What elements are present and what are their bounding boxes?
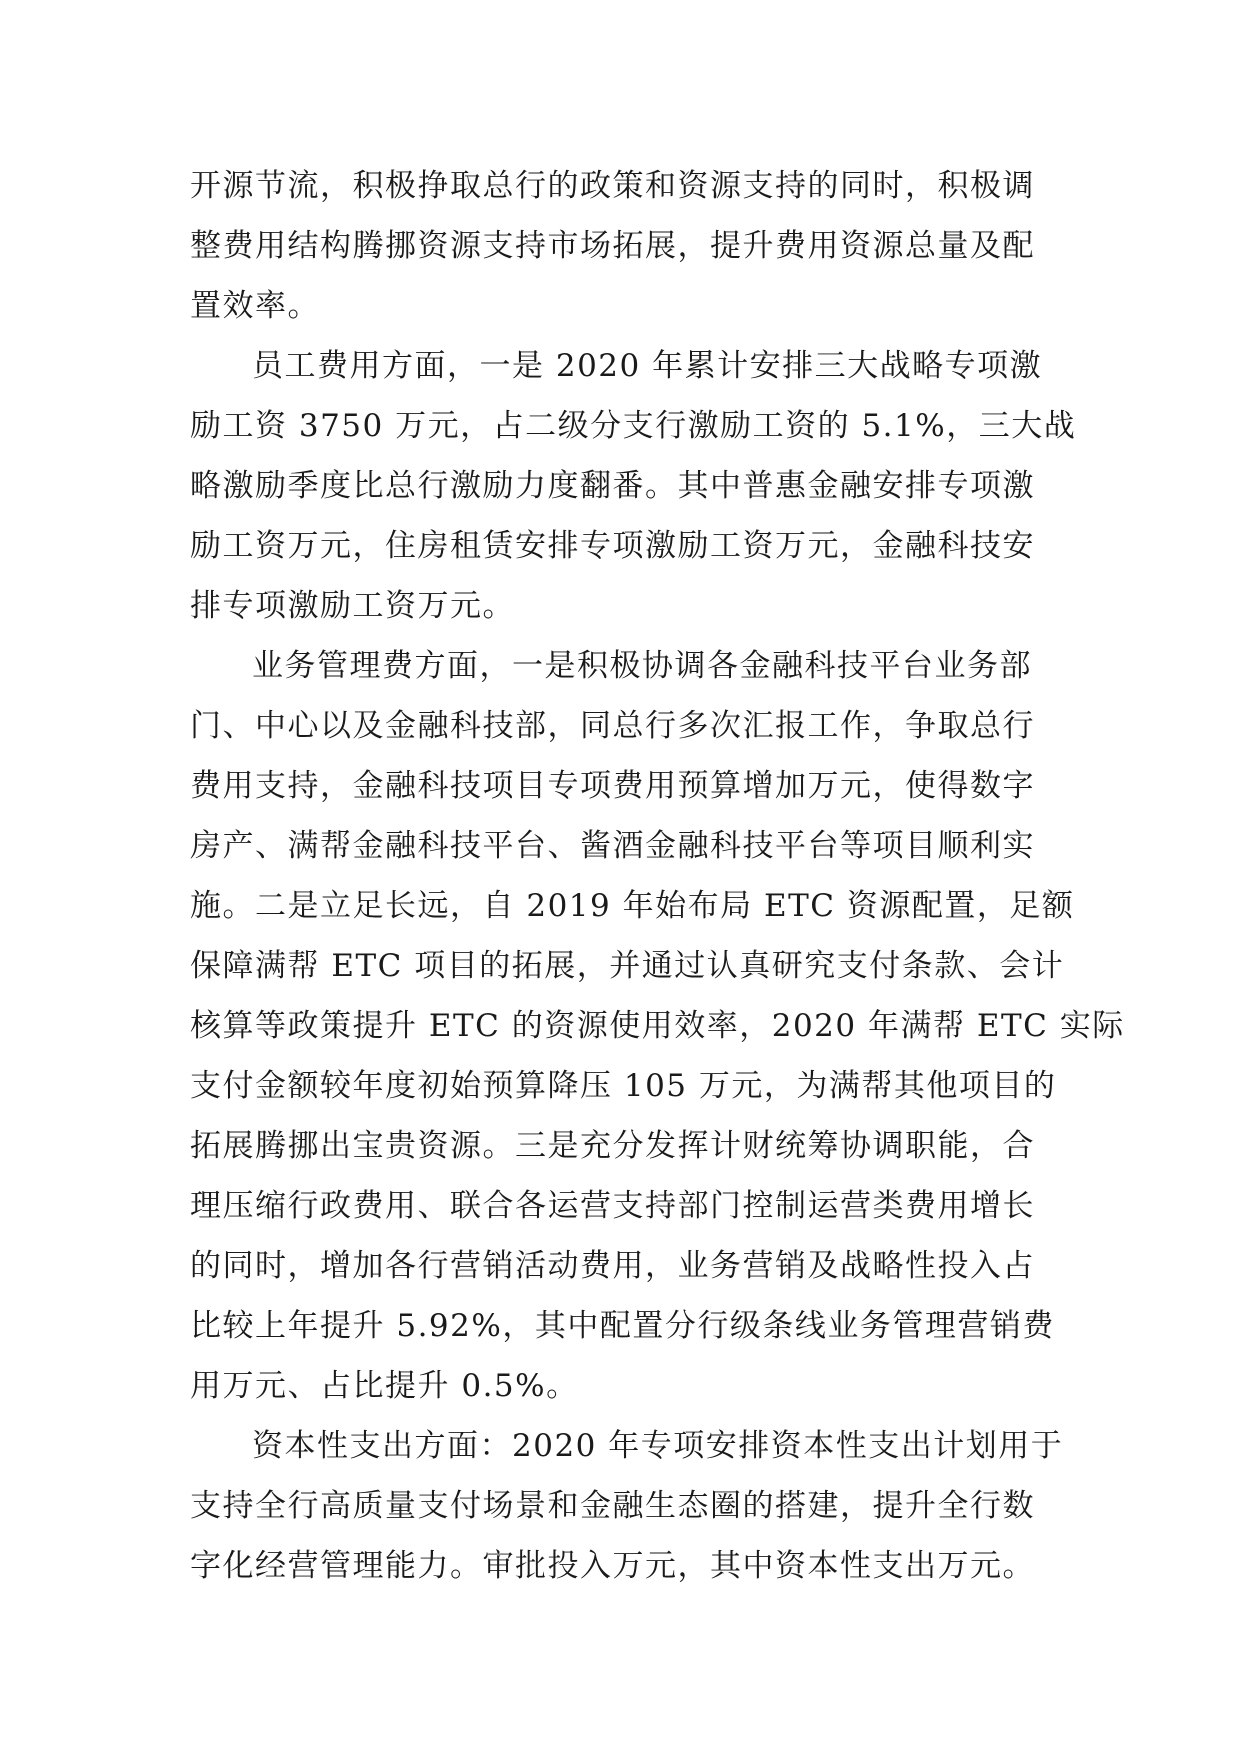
- text-line: 排专项激励工资万元。: [190, 588, 515, 624]
- text-line: 略激励季度比总行激励力度翻番。其中普惠金融安排专项激: [190, 468, 1035, 504]
- text-line: 励工资万元，住房租赁安排专项激励工资万元，金融科技安: [190, 528, 1035, 564]
- paragraph-start-line: 员工费用方面，一是 2020 年累计安排三大战略专项激: [252, 348, 1043, 384]
- text-line: 置效率。: [190, 288, 320, 324]
- text-line: 支付金额较年度初始预算降压 105 万元，为满帮其他项目的: [190, 1068, 1057, 1104]
- text-line: 比较上年提升 5.92%，其中配置分行级条线业务管理营销费: [190, 1308, 1055, 1344]
- text-line: 房产、满帮金融科技平台、酱酒金融科技平台等项目顺利实: [190, 828, 1035, 864]
- text-line: 理压缩行政费用、联合各运营支持部门控制运营类费用增长: [190, 1188, 1035, 1224]
- text-line: 字化经营管理能力。审批投入万元，其中资本性支出万元。: [190, 1548, 1035, 1584]
- text-line: 的同时，增加各行营销活动费用，业务营销及战略性投入占: [190, 1248, 1035, 1284]
- text-line: 用万元、占比提升 0.5%。: [190, 1368, 579, 1404]
- text-line: 门、中心以及金融科技部，同总行多次汇报工作，争取总行: [190, 708, 1035, 744]
- text-line: 支持全行高质量支付场景和金融生态圈的搭建，提升全行数: [190, 1488, 1035, 1524]
- text-line: 拓展腾挪出宝贵资源。三是充分发挥计财统筹协调职能，合: [190, 1128, 1035, 1164]
- text-line: 开源节流，积极挣取总行的政策和资源支持的同时，积极调: [190, 168, 1035, 204]
- text-line: 施。二是立足长远，自 2019 年始布局 ETC 资源配置，足额: [190, 888, 1075, 924]
- text-line: 核算等政策提升 ETC 的资源使用效率，2020 年满帮 ETC 实际: [190, 1008, 1125, 1044]
- text-line: 整费用结构腾挪资源支持市场拓展，提升费用资源总量及配: [190, 228, 1035, 264]
- text-line: 励工资 3750 万元，占二级分支行激励工资的 5.1%，三大战: [190, 408, 1077, 444]
- text-line: 费用支持，金融科技项目专项费用预算增加万元，使得数字: [190, 768, 1035, 804]
- paragraph-start-line: 资本性支出方面：2020 年专项安排资本性支出计划用于: [252, 1428, 1064, 1464]
- text-line: 保障满帮 ETC 项目的拓展，并通过认真研究支付条款、会计: [190, 948, 1065, 984]
- paragraph-start-line: 业务管理费方面，一是积极协调各金融科技平台业务部: [252, 648, 1032, 684]
